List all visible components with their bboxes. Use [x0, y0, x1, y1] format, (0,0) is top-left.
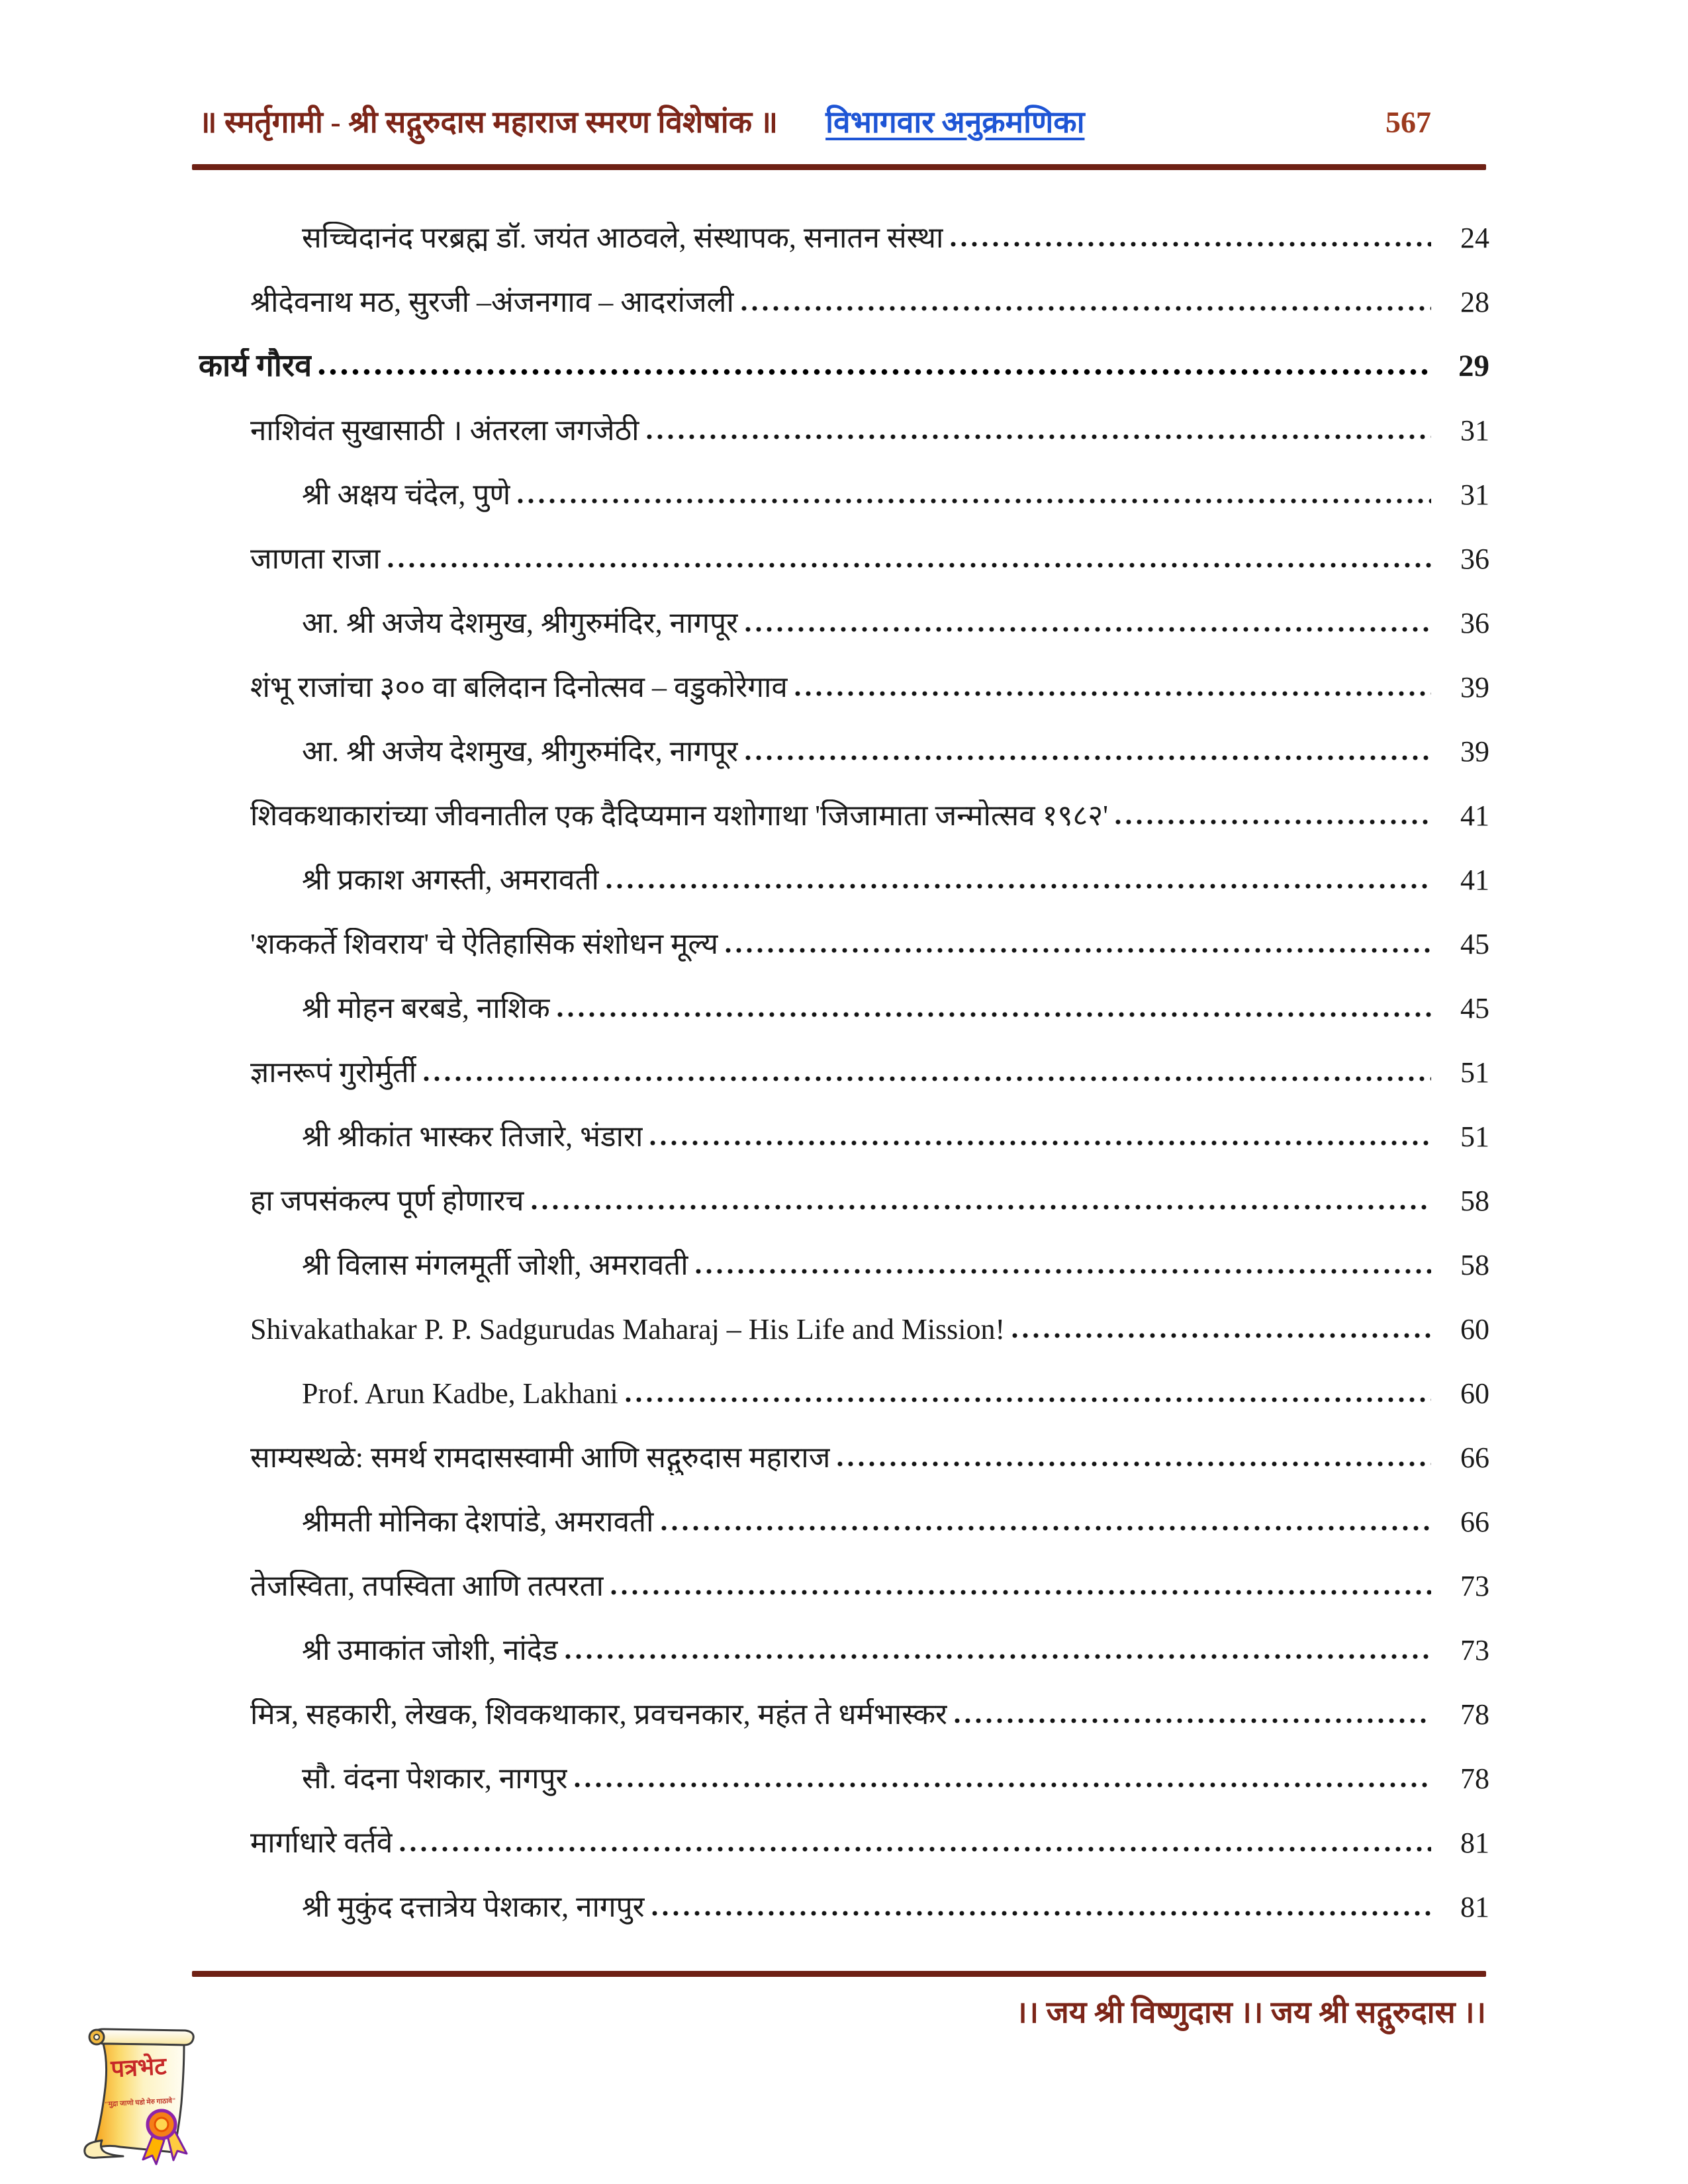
- toc-entry-title: श्री प्रकाश अगस्ती, अमरावती: [302, 864, 599, 897]
- toc-entry-row[interactable]: [199, 1613, 1489, 1677]
- section-index-link[interactable]: विभागवार अनुक्रमणिका: [825, 105, 1085, 139]
- toc-entry-title: श्री मोहन बरबडे, नाशिक: [302, 992, 550, 1025]
- dot-leader: [574, 1782, 1431, 1788]
- toc-entry-row[interactable]: [199, 650, 1489, 714]
- toc-entry-row[interactable]: [199, 393, 1489, 457]
- toc-entry-title: 'शककर्ते शिवराय' चे ऐतिहासिक संशोधन मूल्य: [250, 928, 719, 961]
- toc-entry-title: Prof. Arun Kadbe, Lakhani: [302, 1377, 618, 1410]
- footer-blessing: ।। जय श्री विष्णुदास ।। जय श्री सद्गुरुदास ।।: [1015, 1995, 1486, 2029]
- toc-entry-row[interactable]: [199, 586, 1489, 650]
- dot-leader: [318, 369, 1431, 376]
- toc-entry-title: जाणता राजा: [250, 543, 381, 576]
- dot-leader: [531, 1204, 1431, 1210]
- toc-entry-row[interactable]: [199, 971, 1489, 1035]
- toc-entry-title: कार्य गौरव: [199, 348, 312, 383]
- toc-entry-page-number: 41: [1460, 864, 1489, 897]
- toc-entry-row[interactable]: [199, 522, 1489, 586]
- dot-leader: [625, 1396, 1431, 1403]
- dot-leader: [387, 562, 1431, 569]
- patrabhet-scroll-logo: [74, 2024, 204, 2181]
- toc-entry-row[interactable]: [199, 1741, 1489, 1805]
- toc-entry-page-number: 60: [1460, 1313, 1489, 1346]
- dot-leader: [837, 1461, 1431, 1467]
- toc-entry-page-number: 39: [1460, 671, 1489, 704]
- toc-entry-title: Shivakathakar P. P. Sadgurudas Maharaj – His Life and Mission!: [250, 1313, 1006, 1346]
- toc-entry-page-number: 78: [1460, 1698, 1489, 1731]
- toc-entry-row[interactable]: [199, 1484, 1489, 1549]
- toc-entry-title: श्रीदेवनाथ मठ, सुरजी –अंजनगाव – आदरांजली: [250, 286, 734, 319]
- toc-entry-page-number: 73: [1460, 1634, 1489, 1667]
- dot-leader: [649, 1140, 1431, 1146]
- toc-entry-title: ज्ञानरूपं गुरोर्मुर्ती: [250, 1056, 417, 1089]
- toc-entry-page-number: 45: [1460, 928, 1489, 961]
- toc-entry-row[interactable]: [199, 714, 1489, 778]
- toc-entry-title: सच्चिदानंद परब्रह्म डॉ. जयंत आठवले, संस्थापक, सनातन संस्था: [302, 222, 944, 255]
- dot-leader: [1011, 1332, 1431, 1339]
- dot-leader: [954, 1717, 1431, 1724]
- toc-entry-page-number: 73: [1460, 1570, 1489, 1603]
- page-header: [0, 0, 1688, 142]
- scroll-icon: [74, 2024, 204, 2181]
- dot-leader: [646, 433, 1431, 440]
- toc-entry-page-number: 36: [1460, 543, 1489, 576]
- toc-entry-title: नाशिवंत सुखासाठी । अंतरला जगजेठी: [250, 414, 639, 447]
- dot-leader: [565, 1653, 1431, 1660]
- toc-entry-row[interactable]: [199, 1870, 1489, 1934]
- dot-leader: [651, 1910, 1431, 1917]
- dot-leader: [606, 883, 1431, 889]
- toc-entry-page-number: 58: [1460, 1185, 1489, 1218]
- toc-entry-title: शिवकथाकारांच्या जीवनातील एक दैदिप्यमान यशोगाथा 'जिजामाता जन्मोत्सव १९८२': [250, 799, 1109, 833]
- book-title: ॥ स्मर्तृगामी - श्री सद्गुरुदास महाराज स्मरण विशेषांक ॥: [199, 105, 778, 139]
- toc-entry-title: हा जपसंकल्प पूर्ण होणारच: [250, 1185, 524, 1218]
- toc-entry-row[interactable]: [199, 1549, 1489, 1613]
- toc-entry-page-number: 66: [1460, 1441, 1489, 1475]
- toc-entry-page-number: 31: [1460, 478, 1489, 512]
- toc-entry-row[interactable]: [199, 1420, 1489, 1484]
- header-page-number: 567: [1385, 105, 1431, 139]
- dot-leader: [950, 241, 1431, 248]
- toc-entry-page-number: 41: [1460, 799, 1489, 833]
- toc-entry-title: श्रीमती मोनिका देशपांडे, अमरावती: [302, 1506, 654, 1539]
- toc-entry-page-number: 45: [1460, 992, 1489, 1025]
- dot-leader: [745, 626, 1431, 633]
- toc-entry-row[interactable]: [199, 907, 1489, 971]
- toc-entry-row[interactable]: [199, 201, 1489, 265]
- toc-section-row[interactable]: [199, 329, 1489, 393]
- toc-entry-title: साम्यस्थळे: समर्थ रामदासस्वामी आणि सद्गुरुदास महाराज: [250, 1441, 831, 1475]
- toc-entry-title: श्री विलास मंगलमूर्ती जोशी, अमरावती: [302, 1249, 688, 1282]
- dot-leader: [725, 947, 1431, 954]
- dot-leader: [423, 1075, 1431, 1082]
- toc-entry-title: तेजस्विता, तपस्विता आणि तत्परता: [250, 1570, 604, 1603]
- toc-entry-title: शंभू राजांचा ३०० वा बलिदान दिनोत्सव – वडुकोरेगाव: [250, 671, 788, 704]
- toc-entry-page-number: 81: [1460, 1891, 1489, 1924]
- dot-leader: [695, 1268, 1431, 1275]
- toc-list: [0, 170, 1688, 1934]
- toc-entry-title: श्री श्रीकांत भास्कर तिजारे, भंडारा: [302, 1120, 643, 1154]
- dot-leader: [1115, 819, 1431, 825]
- toc-entry-row[interactable]: [199, 1292, 1489, 1356]
- toc-entry-row[interactable]: [199, 1356, 1489, 1420]
- toc-entry-page-number: 66: [1460, 1506, 1489, 1539]
- toc-entry-row[interactable]: [199, 265, 1489, 329]
- toc-entry-page-number: 28: [1460, 286, 1489, 319]
- toc-entry-page-number: 78: [1460, 1762, 1489, 1796]
- toc-entry-page-number: 36: [1460, 607, 1489, 640]
- logo-title-text: पत्रभेट: [110, 2052, 167, 2083]
- dot-leader: [610, 1589, 1431, 1596]
- footer-rule: [192, 1971, 1486, 1977]
- toc-entry-page-number: 29: [1458, 348, 1489, 383]
- toc-entry-title: मार्गाधारे वर्तवे: [250, 1827, 393, 1860]
- toc-entry-title: मित्र, सहकारी, लेखक, शिवकथाकार, प्रवचनकार, महंत ते धर्मभास्कर: [250, 1698, 948, 1731]
- dot-leader: [399, 1846, 1431, 1852]
- toc-entry-row[interactable]: [199, 1228, 1489, 1292]
- toc-entry-title: श्री उमाकांत जोशी, नांदेड: [302, 1634, 558, 1667]
- logo-tagline: "मुद्रा जाणो घडो मेरु गाठावे": [104, 2097, 177, 2109]
- dot-leader: [741, 305, 1431, 312]
- toc-entry-page-number: 31: [1460, 414, 1489, 447]
- dot-leader: [661, 1525, 1431, 1531]
- header-rule: [192, 164, 1486, 170]
- toc-entry-page-number: 58: [1460, 1249, 1489, 1282]
- dot-leader: [517, 498, 1431, 504]
- toc-entry-row[interactable]: [199, 1163, 1489, 1228]
- toc-entry-row[interactable]: [199, 457, 1489, 522]
- toc-entry-row[interactable]: [199, 1677, 1489, 1741]
- toc-entry-title: आ. श्री अजेय देशमुख, श्रीगुरुमंदिर, नागपूर: [302, 735, 739, 768]
- dot-leader: [745, 754, 1431, 761]
- toc-entry-title: श्री मुकुंद दत्तात्रेय पेशकार, नागपुर: [302, 1891, 645, 1924]
- toc-entry-page-number: 81: [1460, 1827, 1489, 1860]
- dot-leader: [794, 690, 1431, 697]
- toc-entry-row[interactable]: [199, 1805, 1489, 1870]
- toc-entry-page-number: 24: [1460, 222, 1489, 255]
- toc-entry-row[interactable]: [199, 1099, 1489, 1163]
- toc-entry-page-number: 51: [1460, 1120, 1489, 1154]
- toc-entry-page-number: 51: [1460, 1056, 1489, 1089]
- toc-entry-title: सौ. वंदना पेशकार, नागपुर: [302, 1762, 568, 1796]
- toc-entry-row[interactable]: [199, 1035, 1489, 1099]
- toc-entry-row[interactable]: [199, 778, 1489, 842]
- dot-leader: [557, 1011, 1431, 1018]
- toc-entry-page-number: 60: [1460, 1377, 1489, 1410]
- toc-entry-title: श्री अक्षय चंदेल, पुणे: [302, 478, 511, 512]
- toc-entry-page-number: 39: [1460, 735, 1489, 768]
- toc-entry-row[interactable]: [199, 842, 1489, 907]
- toc-entry-title: आ. श्री अजेय देशमुख, श्रीगुरुमंदिर, नागपूर: [302, 607, 739, 640]
